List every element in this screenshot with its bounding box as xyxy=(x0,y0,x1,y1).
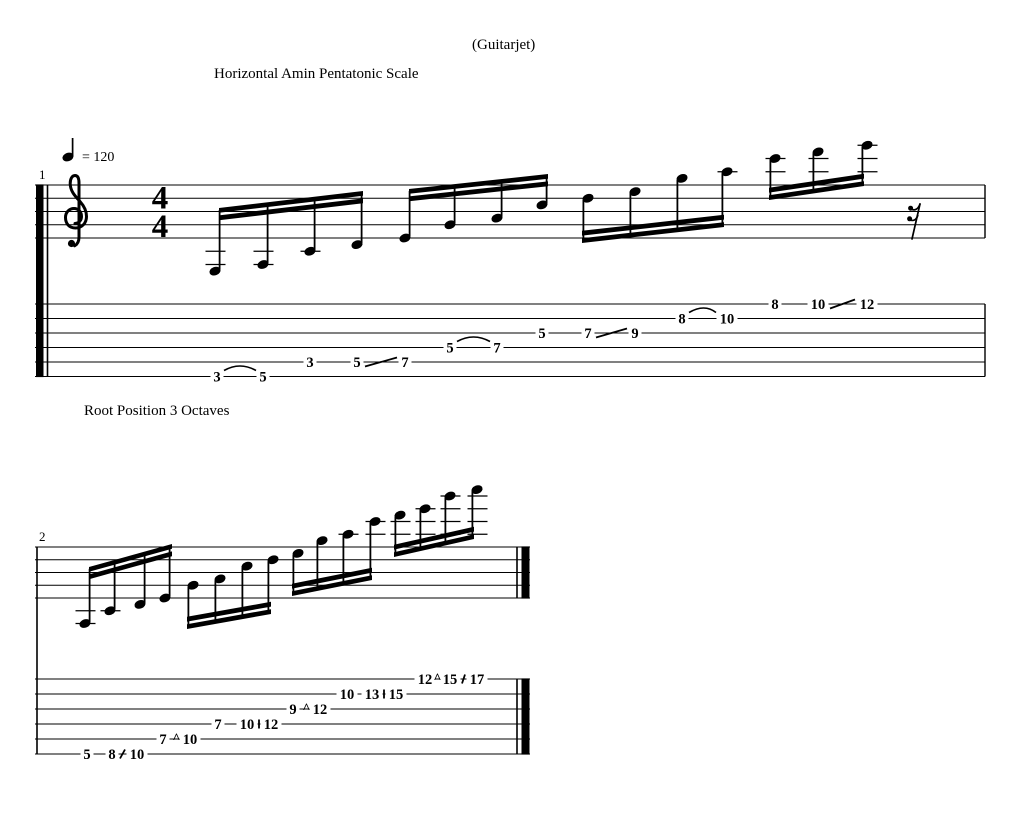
hammer-on-arc xyxy=(224,366,256,371)
tab-fret-number: 3 xyxy=(213,369,221,386)
tab-fret-number: 9 xyxy=(289,702,297,718)
tab-fret-number: 5 xyxy=(353,355,361,371)
hammer-on-arc xyxy=(457,337,490,342)
sixteenth-rest xyxy=(907,204,920,239)
tab-fret-number: 13 xyxy=(364,687,380,703)
tab-fret-number: 7 xyxy=(214,717,222,733)
tab-fret-number: 3 xyxy=(306,355,314,371)
tab-fret-number: 7 xyxy=(159,732,167,748)
tab-fret-number: 8 xyxy=(108,747,116,763)
tab-fret-number: 5 xyxy=(446,340,454,357)
tab-fret-number: 8 xyxy=(678,311,686,328)
tab-fret-number: 17 xyxy=(469,672,485,688)
tab-fret-number: 12 xyxy=(312,702,328,718)
tab-fret-number: 12 xyxy=(859,297,875,313)
tab-fret-number: 8 xyxy=(771,297,779,313)
tab-fret-number: 5 xyxy=(538,326,546,342)
caret-mark: ^ xyxy=(302,701,311,717)
tab-fret-number: 5 xyxy=(83,747,91,763)
final-thick-barline xyxy=(522,546,530,598)
tab-fret-number: 7 xyxy=(401,355,409,371)
tab-fret-number: 10 xyxy=(719,311,735,328)
tempo-text: = 120 xyxy=(82,150,115,165)
caret-mark: ^ xyxy=(433,671,442,687)
tab-fret-number: 15 xyxy=(442,672,458,688)
tab-fret-number: 12 xyxy=(263,717,279,733)
measure-number: 1 xyxy=(39,167,46,182)
hammer-on-arc xyxy=(689,308,716,313)
time-signature-numerator: 4 xyxy=(151,180,169,217)
tab-fret-number: 7 xyxy=(493,340,501,357)
tab-fret-number: 10 xyxy=(810,297,826,313)
tab-fret-number: 10 xyxy=(339,687,355,703)
section-label-horizontal-scale: Horizontal Amin Pentatonic Scale xyxy=(214,66,419,82)
section-label-root-position: Root Position 3 Octaves xyxy=(84,403,230,419)
tab-fret-number: 15 xyxy=(388,687,404,703)
page-title: (Guitarjet) xyxy=(472,37,536,53)
tab-fret-number: 10 xyxy=(182,732,198,748)
tab-fret-number: 9 xyxy=(631,326,639,342)
final-thick-barline xyxy=(522,678,530,754)
tab-fret-number: 12 xyxy=(417,672,433,688)
measure-number: 2 xyxy=(39,529,46,544)
caret-mark: ^ xyxy=(172,731,181,747)
system-start-heavy-barline xyxy=(36,184,44,377)
time-signature-denominator: 4 xyxy=(151,209,169,245)
tab-fret-number: 7 xyxy=(584,326,592,342)
tab-fret-number: 10 xyxy=(239,717,255,733)
tab-fret-number: 10 xyxy=(129,747,145,763)
tab-fret-number: 5 xyxy=(259,369,267,386)
